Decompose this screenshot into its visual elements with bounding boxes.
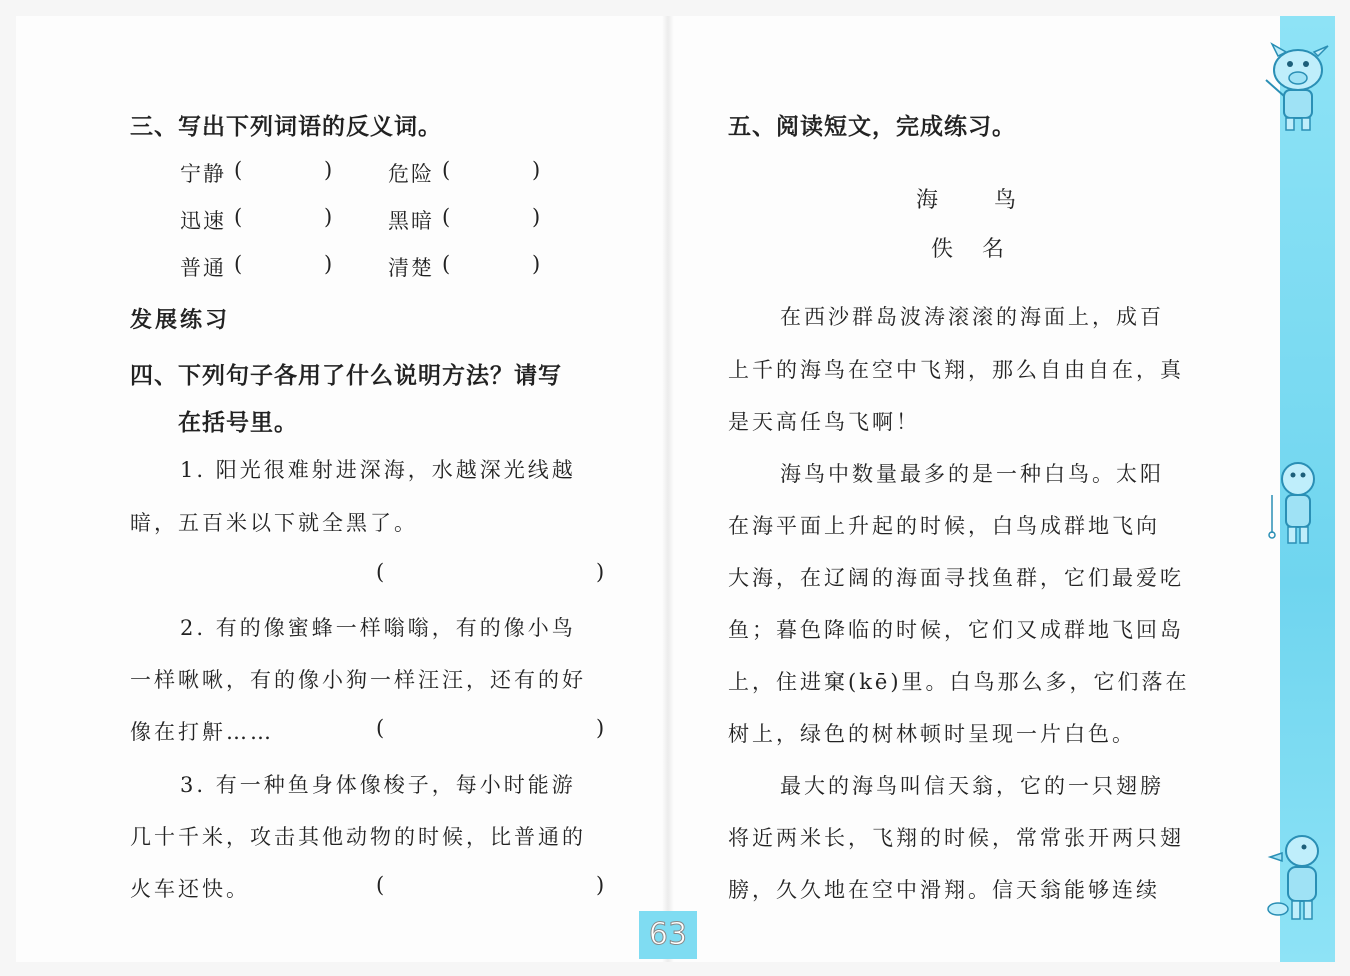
question-text: 一样啾啾，有的像小狗一样汪汪，还有的好 [130, 668, 586, 692]
answer-paren-open[interactable]: ( [442, 158, 451, 182]
duck-mascot-icon [1262, 825, 1332, 935]
development-heading: 发展练习 [130, 308, 231, 333]
section4-heading-cont: 在括号里。 [178, 410, 298, 436]
answer-paren-close[interactable]: ) [532, 205, 541, 229]
antonym-word: 宁静 [180, 162, 226, 186]
article-line: 树上，绿色的树林顿时呈现一片白色。 [728, 722, 1136, 746]
answer-paren-open[interactable]: ( [442, 205, 451, 229]
article-line: 膀，久久地在空中滑翔。信天翁能够连续 [728, 878, 1160, 902]
answer-paren-open[interactable]: ( [234, 158, 243, 182]
question-text: 3. 有一种鱼身体像梭子，每小时能游 [180, 773, 576, 797]
article-line: 是天高任鸟飞啊！ [728, 410, 920, 434]
answer-paren-open[interactable]: ( [376, 873, 385, 897]
answer-paren-open[interactable]: ( [376, 560, 385, 584]
answer-paren-open[interactable]: ( [376, 716, 385, 740]
antonym-word: 危险 [388, 162, 434, 186]
question-text: 几十千米，攻击其他动物的时候，比普通的 [130, 825, 586, 849]
article-line: 在西沙群岛波涛滚滚的海面上，成百 [780, 305, 1164, 329]
article-title-char: 鸟 [994, 188, 1019, 213]
article-line: 鱼；暮色降临的时候，它们又成群地飞回岛 [728, 618, 1184, 642]
antonym-word: 黑暗 [388, 209, 434, 233]
question-text: 2. 有的像蜜蜂一样嗡嗡，有的像小鸟 [180, 616, 576, 640]
article-author-char: 佚 [931, 237, 956, 262]
dog-mascot-icon [1266, 455, 1326, 555]
page-number: 63 [639, 911, 697, 959]
answer-paren-open[interactable]: ( [234, 205, 243, 229]
article-line: 上，住进窠(kē)里。白鸟那么多，它们落在 [728, 670, 1190, 694]
section4-heading: 四、下列句子各用了什么说明方法？请写 [130, 363, 562, 389]
article-line: 海鸟中数量最多的是一种白鸟。太阳 [780, 462, 1164, 486]
pig-mascot-icon [1258, 40, 1338, 135]
answer-paren-close[interactable]: ) [532, 252, 541, 276]
answer-paren-close[interactable]: ) [596, 716, 605, 740]
answer-paren-close[interactable]: ) [532, 158, 541, 182]
article-line: 将近两米长，飞翔的时候，常常张开两只翅 [728, 826, 1184, 850]
question-text: 暗，五百米以下就全黑了。 [130, 511, 418, 535]
antonym-word: 迅速 [180, 209, 226, 233]
answer-paren-open[interactable]: ( [234, 252, 243, 276]
answer-paren-close[interactable]: ) [596, 873, 605, 897]
section5-heading: 五、阅读短文，完成练习。 [728, 114, 1016, 140]
section3-heading: 三、写出下列词语的反义词。 [130, 114, 442, 140]
article-author-char: 名 [982, 237, 1007, 262]
book-gutter [662, 16, 674, 962]
article-title-char: 海 [916, 188, 941, 213]
answer-paren-close[interactable]: ) [324, 252, 333, 276]
article-line: 大海，在辽阔的海面寻找鱼群，它们最爱吃 [728, 566, 1184, 590]
antonym-word: 清楚 [388, 256, 434, 280]
answer-paren-close[interactable]: ) [324, 158, 333, 182]
article-line: 上千的海鸟在空中飞翔，那么自由自在，真 [728, 358, 1184, 382]
question-text: 像在打鼾…… [130, 720, 274, 744]
article-line: 最大的海鸟叫信天翁，它的一只翅膀 [780, 774, 1164, 798]
answer-paren-close[interactable]: ) [324, 205, 333, 229]
answer-paren-close[interactable]: ) [596, 560, 605, 584]
answer-paren-open[interactable]: ( [442, 252, 451, 276]
antonym-word: 普通 [180, 256, 226, 280]
question-text: 火车还快。 [130, 877, 250, 901]
article-line: 在海平面上升起的时候，白鸟成群地飞向 [728, 514, 1160, 538]
question-text: 1. 阳光很难射进深海，水越深光线越 [180, 458, 576, 482]
